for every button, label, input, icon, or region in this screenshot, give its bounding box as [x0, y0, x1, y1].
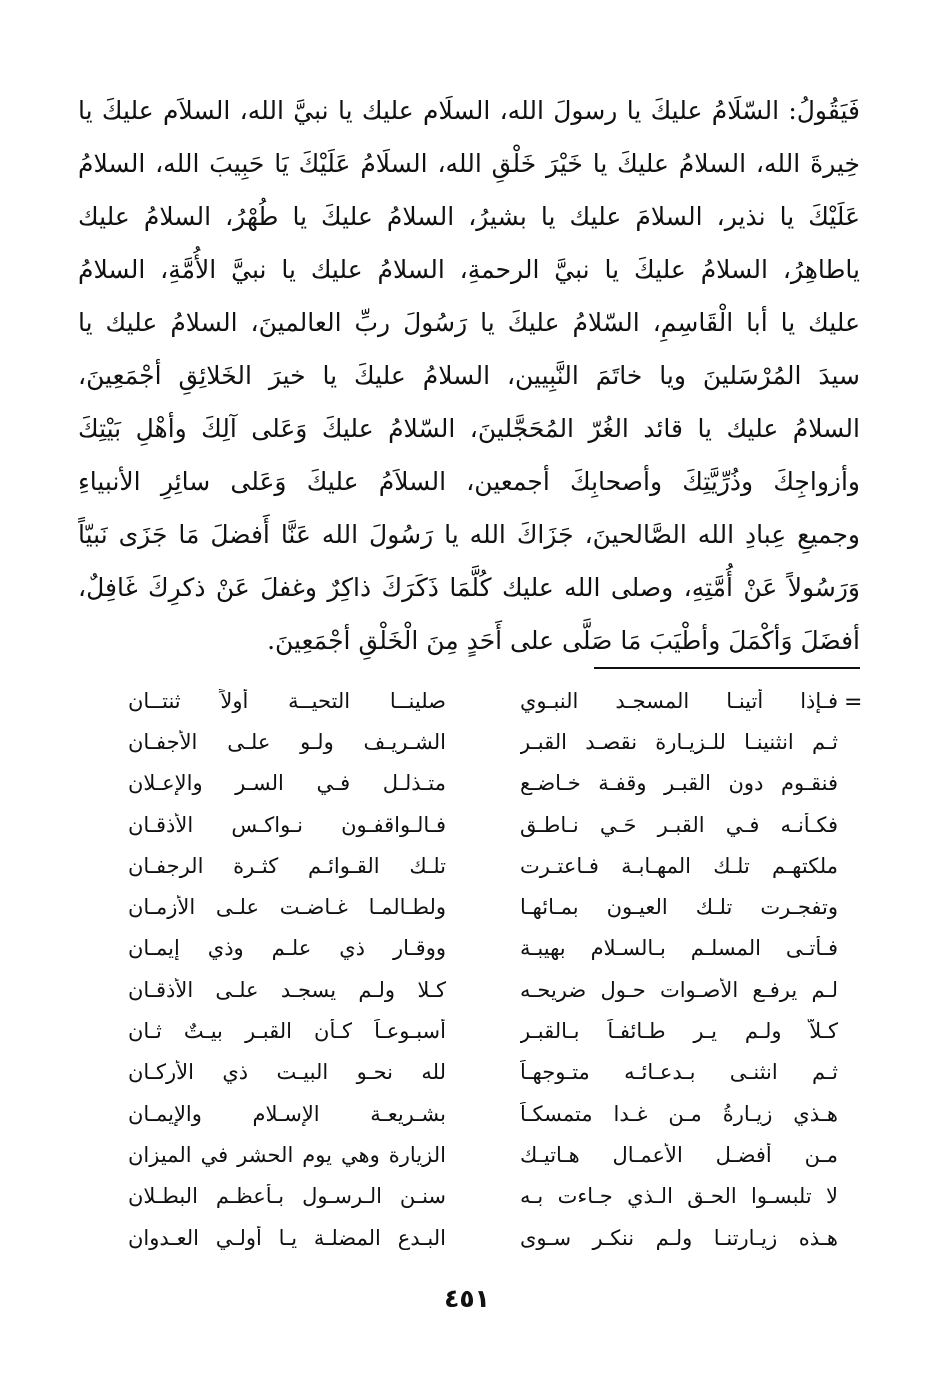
verse-second-hemistich: فـالـواقفـون نـواكـس الأذقـان [128, 812, 446, 837]
verse-first-hemistich: هـذي زيـارةُ مـن غـدا متمسكـاً [520, 1101, 838, 1126]
prose-line: أفضَلَ وَأكْمَلَ وأطْيَبَ مَا صَلَّى على أَحَدٍ مِنَ الْخَلْقِ أجْمَعِينَ. [267, 626, 860, 655]
footnote-continuation-marker: = [844, 690, 863, 715]
prose-line: ياطاهِرُ، السلامُ عليكَ يا نبيَّ الرحمةِ، السلامُ عليك يا نبيَّ الأُمَّةِ، السلامُ [78, 255, 860, 284]
prose-line: وَرَسُولاً عَنْ أُمَّتِهِ، وصلى الله عليك كُلَّمَا ذَكَرَكَ ذاكِرٌ وغفلَ عَنْ ذكرِكَ غَافِلٌ، [78, 573, 860, 602]
verse-second-hemistich: تلـك القـوائـم كثـرة الرجفـان [128, 853, 446, 878]
prose-line: سيدَ المُرْسَلينَ ويا خاتَمَ النَّبِيين، السلامُ عليكَ يا خيرَ الخَلائِقِ أجْمَعِينَ، [78, 361, 860, 390]
verse-second-hemistich: صلينــا التحيــة أولاً ثنتــان [128, 688, 446, 713]
footnote-divider [594, 667, 860, 669]
verse-row [128, 721, 838, 762]
verse-second-hemistich: ولطـالمـا غـاضـت علـى الأزمـان [128, 895, 446, 920]
verse-row [128, 1176, 838, 1217]
verse-first-hemistich: فنقـوم دون القبـر وقفـة خـاضـع [520, 771, 838, 796]
verse-first-hemistich: فـأتـى المسلـم بـالسـلام بهيبـة [520, 936, 838, 961]
verse-first-hemistich: فـإذا أتينـا المسجـد النبـوي [520, 688, 838, 713]
verse-row [128, 1052, 838, 1093]
verse-second-hemistich: بشـريعـة الإسـلام والإيمـان [128, 1101, 446, 1126]
verse-row [128, 680, 838, 721]
verse-row [128, 1010, 838, 1051]
main-text [78, 84, 860, 667]
verse-second-hemistich: البـدع المضلـة يـا أولـي العـدوان [128, 1225, 446, 1250]
verse-second-hemistich: متـذلـل فـي السـر والإعـلان [128, 771, 446, 796]
footnote-poem [128, 680, 838, 1258]
verse-row [128, 928, 838, 969]
prose-line: وأزواجِكَ وذُرِّيَّتِكَ وأصحابِكَ أجمعين، السلاَمُ عليكَ وَعَلى سائِرِ الأنبياءِ [78, 467, 860, 496]
page-number: ٤٥١ [444, 1284, 490, 1313]
verse-row [128, 763, 838, 804]
verse-row [128, 804, 838, 845]
verse-row [128, 886, 838, 927]
verse-first-hemistich: فكـأنـه فـي القبـر حَـي نـاطـق [520, 812, 838, 837]
verse-first-hemistich: ثـم انثنينـا للـزيـارة نقصـد القبـر [520, 729, 838, 754]
verse-first-hemistich: لا تلبسـوا الحـق الـذي جـاءت بـه [520, 1184, 838, 1209]
verse-first-hemistich: كـلاّ ولـم يـر طـائفـاً بـالقبـر [520, 1019, 838, 1044]
verse-first-hemistich: مـن أفضـل الأعمـال هـاتيـك [520, 1142, 838, 1167]
verse-second-hemistich: لله نحـو البيـت ذي الأركـان [128, 1060, 446, 1085]
prose-line: خِيرةَ الله، السلامُ عليكَ يا خَيْرَ خَلْقِ الله، السلَامُ عَلَيْكَ يَا حَبِيبَ الله، السلامُ [78, 149, 860, 178]
prose-line: وجميعِ عِبادِ الله الصَّالحينَ، جَزَاكَ الله يا رَسُولَ الله عَنَّا أَفضلَ مَا جَزَى نَبيّاً [78, 520, 860, 549]
verse-second-hemistich: أسبـوعـاً كـأن القبـر بيـتٌ ثـان [128, 1019, 446, 1044]
verse-first-hemistich: هـذه زيـارتنـا ولـم ننكـر سـوى [520, 1225, 838, 1250]
verse-first-hemistich: لـم يرفـع الأصـوات حـول ضريحـه [520, 977, 838, 1002]
verse-first-hemistich: ملكتهـم تلـك المهـابـة فـاعتـرت [520, 853, 838, 878]
prose-line: عَلَيْكَ يا نذير، السلامَ عليك يا بشيرُ، السلامُ عليكَ يا طُهْرُ، السلامُ عليك [78, 202, 860, 231]
prose-line: فَيَقُولُ: السّلَامُ عليكَ يا رسولَ الله، السلَام عليك يا نبيَّ الله، السلاَم عليكَ يا [78, 96, 860, 125]
verse-second-hemistich: ووقـار ذي علـم وذي إيمـان [128, 936, 446, 961]
prose-line: السلامُ عليك يا قائد الغُرّ المُحَجَّلينَ، السّلامُ عليكَ وَعَلى آلِكَ وأهْلِ بَيْتِكَ [78, 414, 860, 443]
verse-second-hemistich: كـلا ولـم يسجـد علـى الأذقـان [128, 977, 446, 1002]
verse-second-hemistich: الشـريـف ولـو علـى الأجفـان [128, 729, 446, 754]
prose-line: عليك يا أبا الْقَاسِمِ، السّلامُ عليكَ يا رَسُولَ ربِّ العالمينَ، السلامُ عليك يا [78, 308, 860, 337]
verse-row [128, 969, 838, 1010]
verse-row [128, 845, 838, 886]
verse-first-hemistich: وتفجـرت تلـك العيـون بمـائهـا [520, 895, 838, 920]
verse-row [128, 1217, 838, 1258]
verse-first-hemistich: ثـم انثنـى بـدعـائـه متـوجهـاً [520, 1060, 838, 1085]
verse-row [128, 1093, 838, 1134]
verse-second-hemistich: سنـن الـرسـول بـأعظـم البطـلان [128, 1184, 446, 1209]
verse-second-hemistich: الزيارة وهي يوم الحشر في الميزان [128, 1142, 446, 1167]
verse-row [128, 1134, 838, 1175]
